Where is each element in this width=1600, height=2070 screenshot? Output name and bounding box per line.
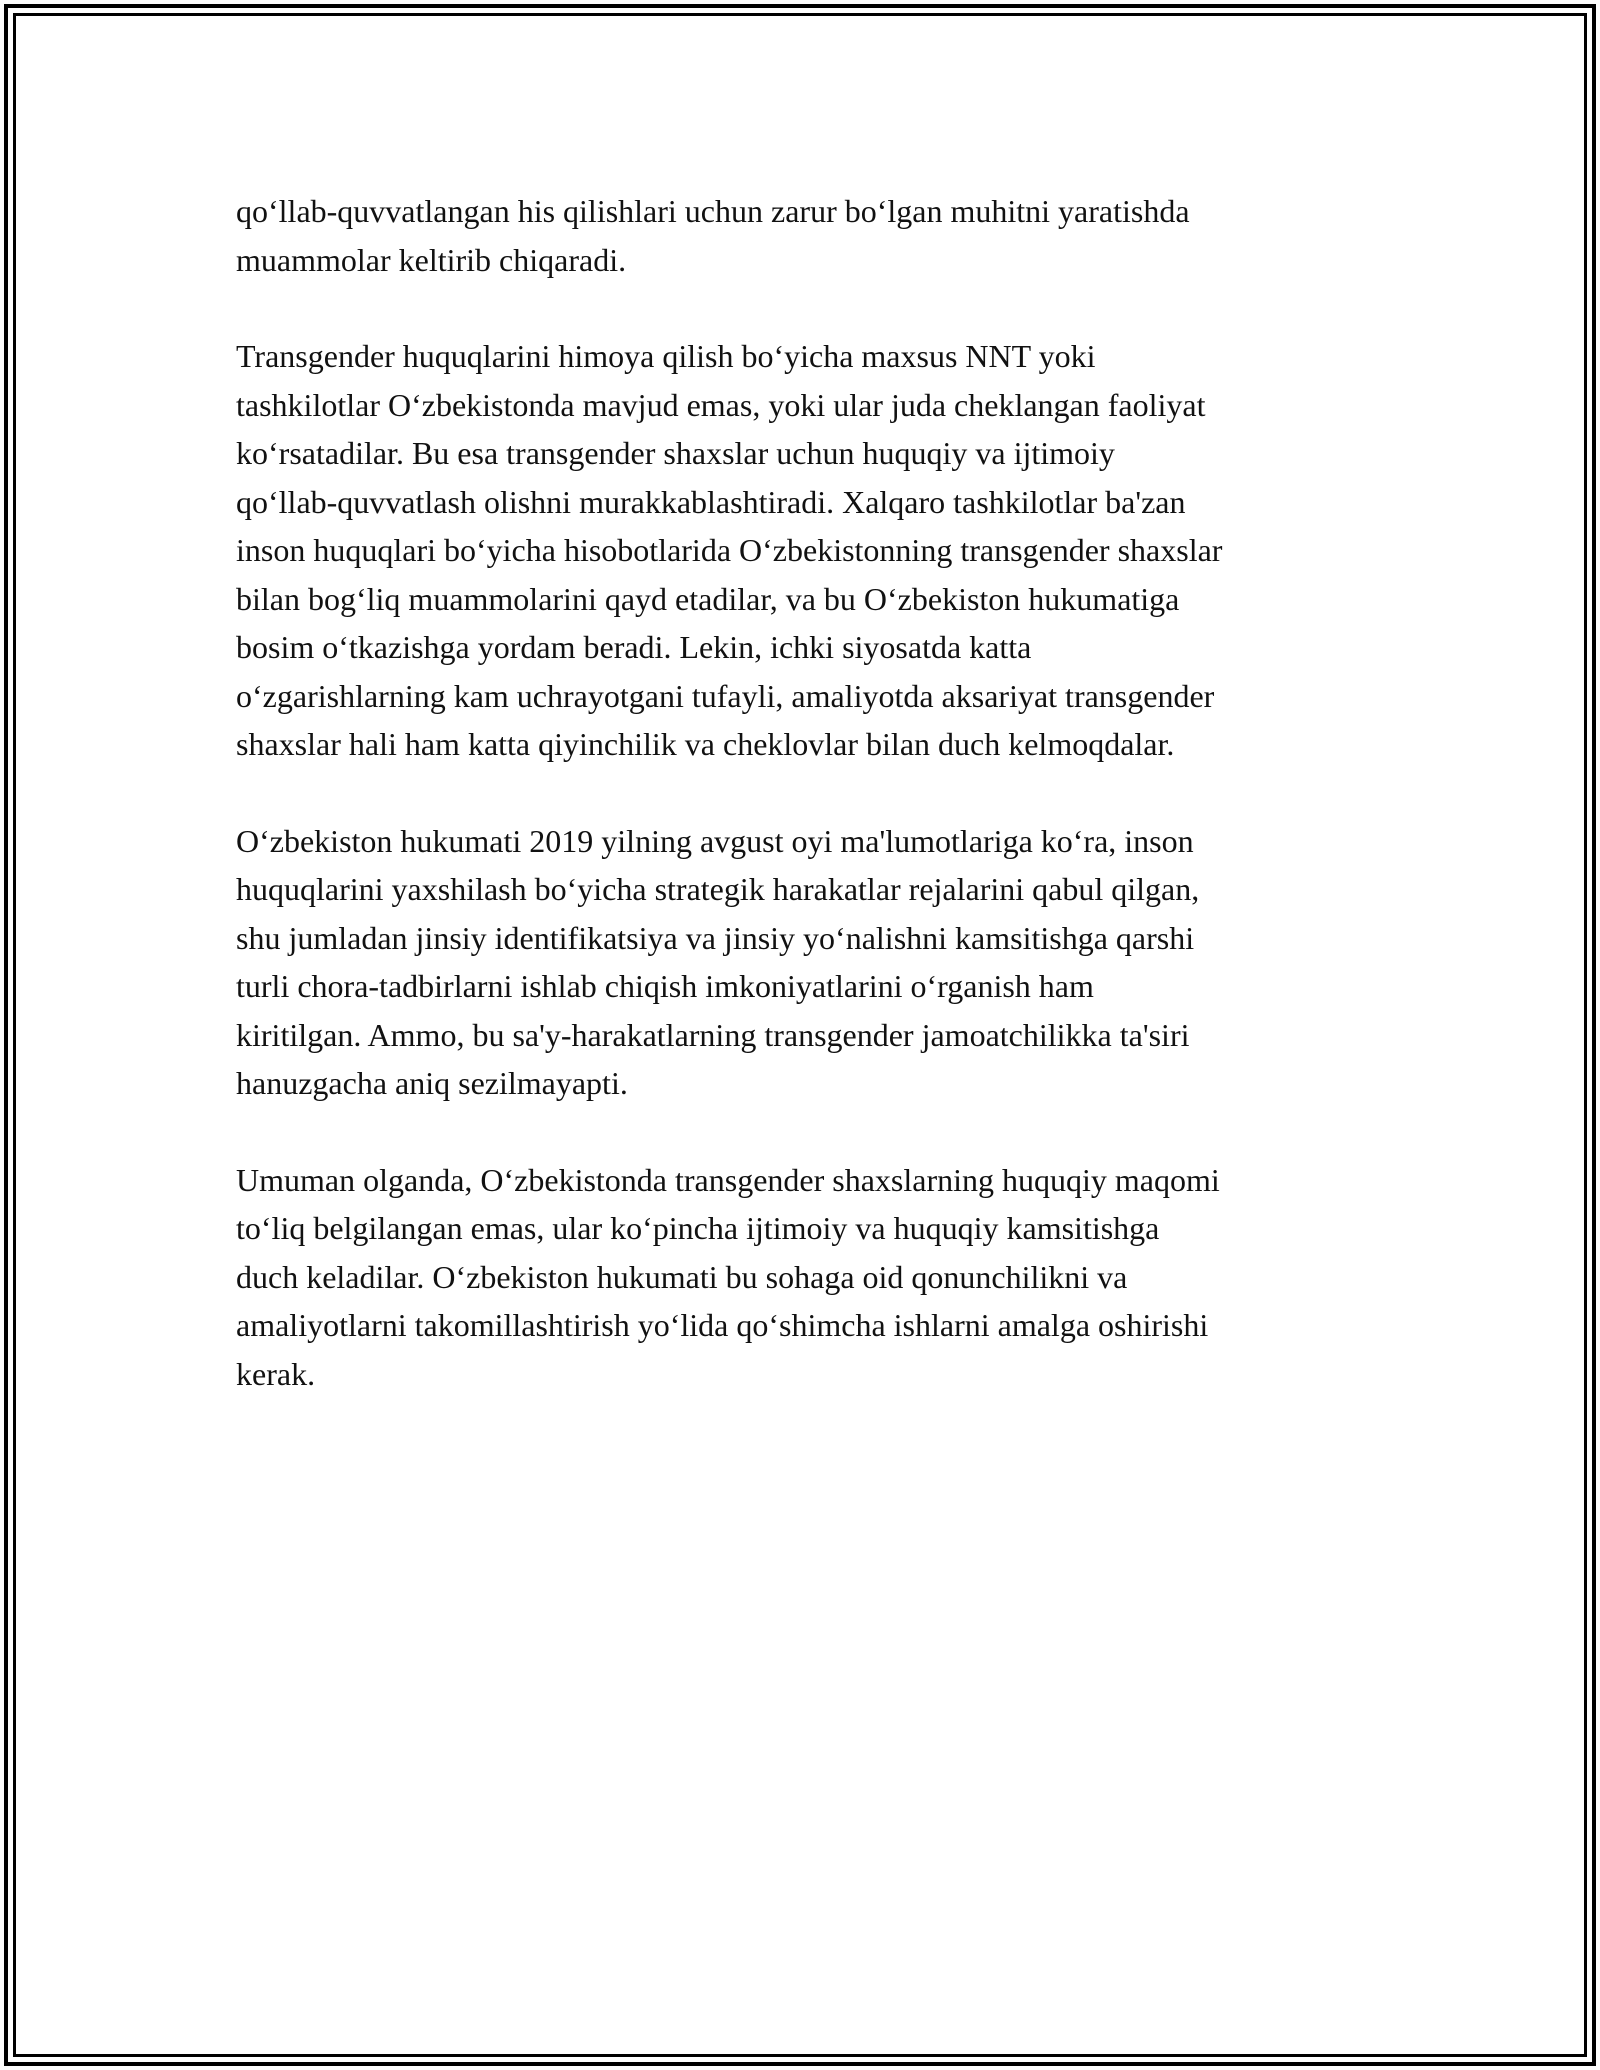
document-body [236, 187, 1376, 1398]
paragraph-4: Umuman olganda, O‘zbekistonda transgender shaxslarning huquqiy maqomi to‘liq belgilangan emas, ular ko‘pincha ijtimoiy va huquqiy kamsitishga duch keladilar. O‘zbekiston hukumati bu sohaga oid qonunchilikni va amaliyotlarni takomillashtirish yo‘lida qo‘shimcha ishlarni amalga oshirishi kerak. [236, 1161, 1220, 1392]
paragraph-3: O‘zbekiston hukumati 2019 yilning avgust oyi ma'lumotlariga ko‘ra, inson huquqlarini yaxshilash bo‘yicha strategik harakatlar rejalarini qabul qilgan, shu jumladan jinsiy identifikatsiya va jinsiy yo‘nalishni kamsitishga qarshi turli chora-tadbirlarni ishlab chiqish imkoniyatlarini o‘rganish ham kiritilgan. Ammo, bu sa'y-harakatlarning transgender jamoatchilikka ta'siri hanuzgacha aniq sezilmayapti. [236, 822, 1200, 1101]
paragraph-1: qo‘llab-quvvatlangan his qilishlari uchun zarur bo‘lgan muhitni yaratishda muammolar keltirib chiqaradi. [236, 193, 1190, 278]
paragraph-2: Transgender huquqlarini himoya qilish bo‘yicha maxsus NNT yoki tashkilotlar O‘zbekistonda mavjud emas, yoki ular juda cheklangan faoliyat ko‘rsatadilar. Bu esa transgender shaxslar uchun huquqiy va ijtimoiy qo‘llab-quvvatlash olishni murakkablashtiradi. Xalqaro tashkilotlar ba'zan inson huquqlari bo‘yicha hisobotlarida O‘zbekistonning transgender shaxslar bilan bog‘liq muammolarini qayd etadilar, va bu O‘zbekiston hukumatiga bosim o‘tkazishga yordam beradi. Lekin, ichki siyosatda katta o‘zgarishlarning kam uchrayotgani tufayli, amaliyotda aksariyat transgender shaxslar hali ham katta qiyinchilik va cheklovlar bilan duch kelmoqdalar. [236, 338, 1223, 762]
